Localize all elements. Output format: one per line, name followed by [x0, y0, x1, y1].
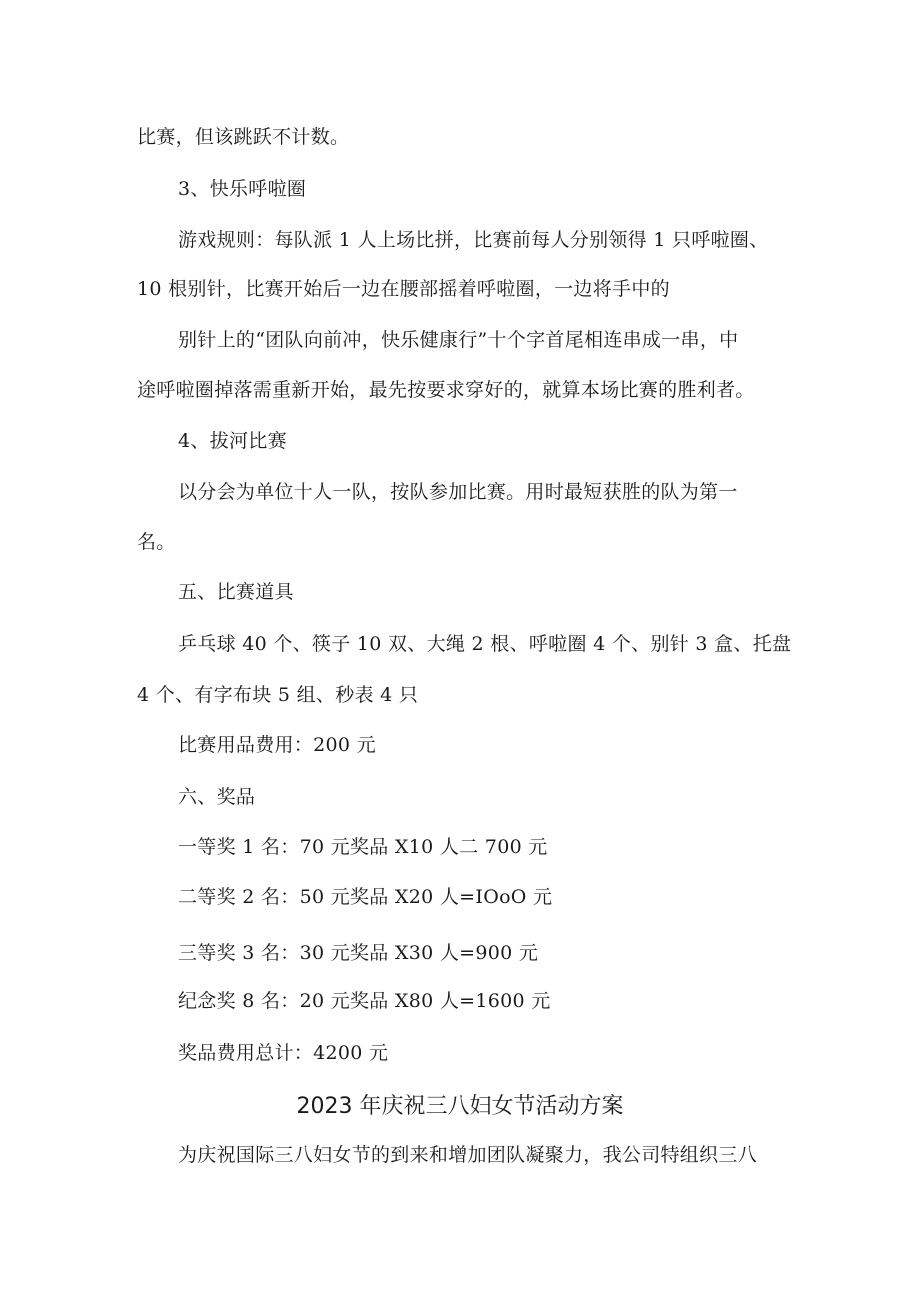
paragraph-line: 以分会为单位十人一队，按队参加比赛。用时最短获胜的队为第一 [178, 481, 738, 503]
paragraph-line: 乒乓球 40 个、筷子 10 双、大绳 2 根、呼啦圈 4 个、别针 3 盒、托盘 [178, 633, 792, 655]
prize-line: 纪念奖 8 名：20 元奖品 X80 人=1600 元 [178, 990, 551, 1012]
document-title: 2023 年庆祝三八妇女节活动方案 [296, 1094, 624, 1119]
section-heading: 五、比赛道具 [178, 581, 294, 603]
section-heading: 六、奖品 [178, 786, 256, 808]
prize-line: 一等奖 1 名：70 元奖品 X10 人二 700 元 [178, 836, 548, 858]
paragraph-line: 名。 [137, 531, 176, 553]
prize-total-line: 奖品费用总计：4200 元 [178, 1042, 389, 1064]
paragraph-line: 途呼啦圈掉落需重新开始，最先按要求穿好的，就算本场比赛的胜利者。 [137, 379, 755, 401]
section-heading: 3、快乐呼啦圈 [178, 178, 307, 200]
paragraph-line: 比赛，但该跳跃不计数。 [137, 126, 350, 148]
paragraph-line: 4 个、有字布块 5 组、秒表 4 只 [137, 684, 419, 706]
intro-paragraph: 为庆祝国际三八妇女节的到来和增加团队凝聚力，我公司特组织三八 [178, 1144, 758, 1166]
paragraph-line: 10 根别针，比赛开始后一边在腰部摇着呼啦圈，一边将手中的 [137, 278, 670, 300]
paragraph-line: 游戏规则：每队派 1 人上场比拼，比赛前每人分别领得 1 只呼啦圈、 [178, 229, 769, 251]
paragraph-line: 别针上的“团队向前冲，快乐健康行”十个字首尾相连串成一串，中 [178, 329, 739, 351]
section-heading: 4、拔河比赛 [178, 430, 287, 452]
prize-line: 二等奖 2 名：50 元奖品 X20 人=IOoO 元 [178, 886, 553, 908]
prize-line: 三等奖 3 名：30 元奖品 X30 人=900 元 [178, 942, 539, 964]
paragraph-line: 比赛用品费用：200 元 [178, 734, 376, 756]
